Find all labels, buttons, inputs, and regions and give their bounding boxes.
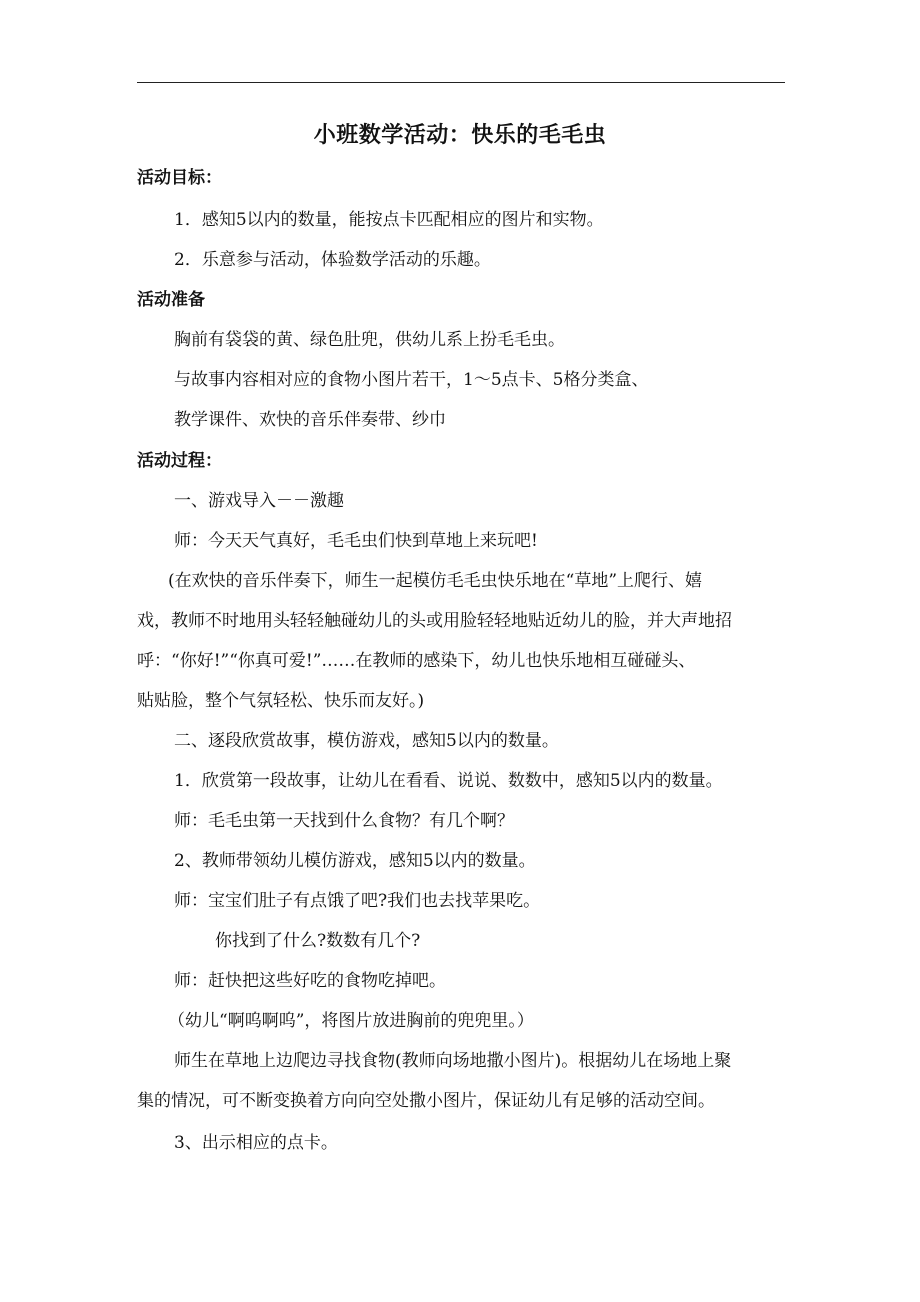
teacher-line-2: 师：毛毛虫第一天找到什么食物？有几个啊？ xyxy=(174,811,514,831)
process-step-2-heading: 二、逐段欣赏故事，模仿游戏，感知5以内的数量。 xyxy=(174,731,559,751)
goal-item-1: 1．感知5以内的数量，能按点卡匹配相应的图片和实物。 xyxy=(174,210,604,230)
prep-paragraph-3: 教学课件、欢快的音乐伴奏带、纱巾 xyxy=(174,410,446,430)
process-step-1-heading: 一、游戏导入－－激趣 xyxy=(174,491,344,511)
teacher-line-3-continued: 你找到了什么?数数有几个? xyxy=(215,931,421,951)
paragraph-line: 集的情况，可不断变换着方向向空处撒小图片，保证幼儿有足够的活动空间。 xyxy=(137,1091,715,1111)
process-substep-2: 2、教师带领幼儿模仿游戏，感知5以内的数量。 xyxy=(174,851,536,871)
teacher-line-1: 师：今天天气真好，毛毛虫们快到草地上来玩吧! xyxy=(174,531,538,551)
teacher-line-4: 师：赶快把这些好吃的食物吃掉吧。 xyxy=(174,971,446,991)
heading-activity-process: 活动过程： xyxy=(137,451,222,471)
prep-paragraph-2: 与故事内容相对应的食物小图片若干，1～5点卡、5格分类盒、 xyxy=(174,370,649,390)
heading-activity-goals: 活动目标： xyxy=(137,168,222,188)
paragraph-line: (在欢快的音乐伴奏下，师生一起模仿毛毛虫快乐地在“草地”上爬行、嬉 xyxy=(168,571,703,591)
paragraph-line: 戏，教师不时地用头轻轻触碰幼儿的头或用脸轻轻地贴近幼儿的脸，并大声地招 xyxy=(137,611,732,631)
paragraph-line: 贴贴脸，整个气氛轻松、快乐而友好。) xyxy=(137,691,425,711)
teacher-line-3: 师：宝宝们肚子有点饿了吧?我们也去找苹果吃。 xyxy=(174,891,541,911)
process-substep-3: 3、出示相应的点卡。 xyxy=(174,1133,338,1153)
paragraph-line: 呼：“你好!”“你真可爱!”……在教师的感染下，幼儿也快乐地相互碰碰头、 xyxy=(137,651,696,671)
document-title: 小班数学活动：快乐的毛毛虫 xyxy=(313,122,607,148)
heading-activity-preparation: 活动准备 xyxy=(137,290,205,310)
prep-paragraph-1: 胸前有袋袋的黄、绿色肚兜，供幼儿系上扮毛毛虫。 xyxy=(174,330,565,350)
header-rule xyxy=(137,82,785,83)
children-action-line: （幼儿“啊呜啊呜”，将图片放进胸前的兜兜里。） xyxy=(168,1011,534,1031)
goal-item-2: 2．乐意参与活动，体验数学活动的乐趣。 xyxy=(174,250,491,270)
paragraph-line: 师生在草地上边爬边寻找食物(教师向场地撒小图片)。根据幼儿在场地上聚 xyxy=(174,1051,732,1071)
process-substep-1: 1．欣赏第一段故事，让幼儿在看看、说说、数数中，感知5以内的数量。 xyxy=(174,771,723,791)
